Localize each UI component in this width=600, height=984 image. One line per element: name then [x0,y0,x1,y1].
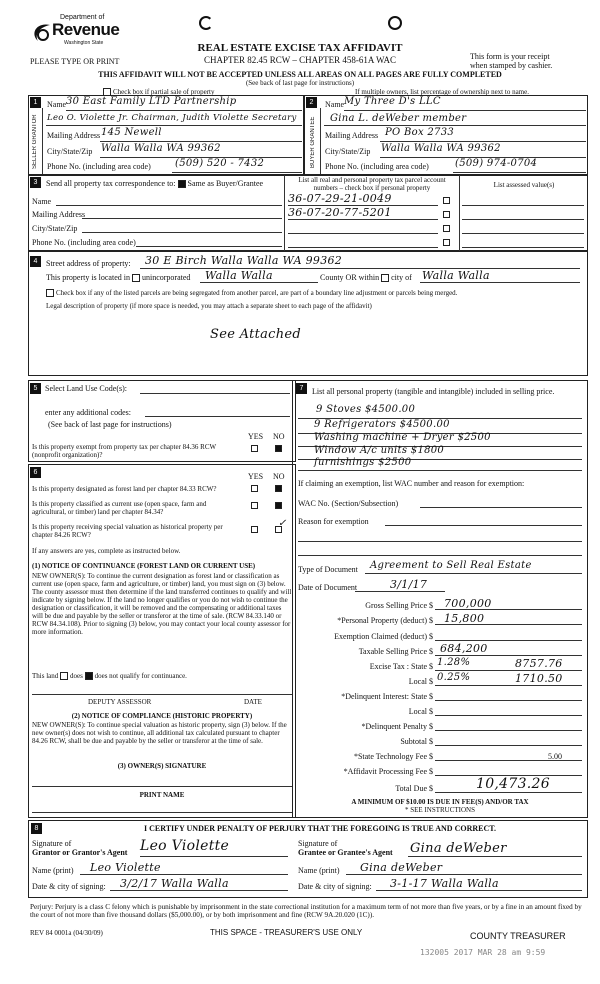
current-use-question: Is this property classified as current use (open space, farm and agricultural, or timber) land per chapter 84.34? [32,500,207,516]
grantee-name[interactable]: Gina deWeber [360,861,443,874]
total-due[interactable]: 10,473.26 [476,776,550,792]
parcel-personal-checkbox[interactable] [443,225,450,232]
local-tax-label: Local $ [408,677,433,686]
buyer-name[interactable]: My Three D's LLC [344,96,441,107]
no-header: NO [273,432,285,441]
forest-question: Is this property designated as forest land per chapter 84.33 RCW? [32,485,217,493]
subtotal-label: Subtotal $ [400,737,433,746]
grantor-name[interactable]: Leo Violette [90,861,161,874]
doc-type-label: Type of Document [298,565,358,574]
treasurer-space: THIS SPACE - TREASURER'S USE ONLY [210,928,363,937]
section-property [28,251,588,376]
unincorporated-checkbox[interactable] [132,274,140,282]
certification-text: I CERTIFY UNDER PENALTY OF PERJURY THAT THE FOREGOING IS TRUE AND CORRECT. [143,824,496,833]
buyer-name-2[interactable]: Gina L. deWeber member [330,113,467,124]
section-number: 3 [30,177,41,188]
del-interest-label: *Delinquent Interest: State $ [341,692,433,701]
section-number: 1 [30,97,41,108]
seller-address-label: Mailing Address [47,131,101,140]
exempt-yes-checkbox[interactable] [251,445,258,452]
checkmark-icon: ✓ [278,518,287,529]
exemption-deduct-label: Exemption Claimed (deduct) $ [334,632,433,641]
same-as-buyer-checkbox[interactable] [178,180,186,188]
notice-continuance-title: (1) NOTICE OF CONTINUANCE (FOREST LAND OR CURRENT USE) [32,562,256,570]
logo-sub: Washington State [64,40,104,46]
buyer-address-label: Mailing Address [325,131,379,140]
personal-property-item[interactable]: Washing machine + Dryer $2500 [314,432,491,443]
processing-fee-label: *Affidavit Processing Fee $ [343,767,433,776]
minimum-note: A MINIMUM OF $10.00 IS DUE IN FEE(S) AND/OR TAX [351,798,529,806]
buyer-address[interactable]: PO Box 2733 [385,127,455,138]
taxable-price[interactable]: 684,200 [440,642,488,655]
county-name[interactable]: Walla Walla [205,269,273,282]
deputy-date-label: DATE [244,698,262,706]
wac-label: WAC No. (Section/Subsection) [298,499,399,508]
yes-header: YES [248,432,264,441]
section-number: 5 [30,383,41,394]
assessed-header: List assessed value(s) [493,181,555,189]
logo-swoosh-icon [30,22,54,44]
grantee-signature[interactable]: Gina deWeber [410,841,507,856]
seller-phone[interactable]: (509) 520 - 7432 [175,158,265,169]
buyer-phone-label: Phone No. (including area code) [325,162,429,171]
buyer-city-label: City/State/Zip [325,147,371,156]
county-treasurer: COUNTY TREASURER [470,931,566,941]
multiple-owners-note: If multiple owners, list percentage of ownership next to name. [355,88,529,96]
partial-sale: Check box if partial sale of property [103,88,214,96]
logo-main: Revenue [52,20,120,39]
receipt-note: This form is your receipt when stamped by cashier. [470,52,553,70]
exempt-no-checkbox[interactable] [275,445,282,452]
gross-label: Gross Selling Price $ [365,601,433,610]
grantee-sig-label: Signature of Grantee or Grantee's Agent [298,839,393,857]
grantor-signature[interactable]: Leo Violette [140,838,230,854]
see-instructions: * SEE INSTRUCTIONS [404,806,475,814]
doc-date-label: Date of Document [298,583,358,592]
tech-fee: 5.00 [548,752,562,761]
form-warning: THIS AFFIDAVIT WILL NOT BE ACCEPTED UNLESS ALL AREAS ON ALL PAGES ARE FULLY COMPLETED [98,70,502,79]
corr-name-label: Name [32,197,52,206]
binder-hole-icon [388,16,402,30]
seller-address[interactable]: 145 Newell [101,127,162,138]
grantor-name-label: Name (print) [32,866,74,875]
section-number: 8 [31,823,42,834]
seller-side-label: SELLER GRANTOR [32,114,38,170]
personal-deduct-label: *Personal Property (deduct) $ [337,616,433,625]
seller-city[interactable]: Walla Walla WA 99362 [101,143,221,154]
doc-date[interactable]: 3/1/17 [390,578,428,591]
seller-name[interactable]: 30 East Family LTD Partnership [66,96,237,107]
logo-top: Department of [60,14,105,21]
tech-fee-label: *State Technology Fee $ [353,752,433,761]
seller-name-label: Name [47,100,67,109]
section-number: 6 [30,467,41,478]
taxable-label: Taxable Selling Price $ [358,647,433,656]
total-due-label: Total Due $ [395,784,433,793]
state-tax-label: Excise Tax : State $ [369,662,433,671]
print-name-label: PRINT NAME [139,791,185,799]
land-qualify: This land does does not qualify for continuance. [32,672,187,680]
grantee-date-city[interactable]: 3-1-17 Walla Walla [390,877,499,890]
personal-deduct[interactable]: 15,800 [444,612,485,625]
exempt-question: Is this property exempt from property tax per chapter 84.36 RCW (nonprofit organization)? [32,443,216,459]
buyer-city[interactable]: Walla Walla WA 99362 [381,143,501,154]
buyer-phone[interactable]: (509) 974-0704 [455,158,538,169]
buyer-side-label: BUYER GRANTEE [310,116,316,168]
located-label: This property is located in unincorporated [46,273,191,282]
notice-continuance-body: NEW OWNER(S): To continue the current designation as forest land or classification as current use (open space, farm and agriculture, or timber) land, you must sign on (3) below. The county assessor must then determine if the land transferred continues to qualify and will indicate by signing below. If the land no longer qualifies or you do not wish to continue the designation or classification, it will be removed and the compensating or additional taxes will be due and payable by the seller or transferor at the time of sale. (RCW 84.33.140 or RCW 84.34.108). Prior to signing (3) below, you may contact your local county assessor for more information. [32,572,292,636]
county-label: County OR within city of [320,273,412,282]
grantor-sig-label: Signature of Grantor or Grantor's Agent [32,839,128,857]
please-print: PLEASE TYPE OR PRINT [30,57,120,66]
historic-question: Is this property receiving special valuation as historical property per chapter 84.26 RCW? [32,523,223,539]
forest-no-checkbox[interactable] [275,485,282,492]
personal-property-item[interactable]: 9 Refrigerators $4500.00 [314,419,450,430]
form-chapter: CHAPTER 82.45 RCW – CHAPTER 458-61A WAC [204,55,396,65]
gross-price[interactable]: 700,000 [444,597,492,610]
segregation-checkbox[interactable] [46,289,54,297]
parcel-personal-checkbox[interactable] [443,211,450,218]
yes-header: YES [248,472,264,481]
corr-phone-label: Phone No. (including area code) [32,238,136,247]
perjury-notice: Perjury: Perjury is a class C felony which is punishable by imprisonment in the state correctional institution for a maximum term of not more than five years, or by a fine in an amount fixed by the court of not more than five thousand dollars ($5,000.00), or by both imprisonment and fine (RCW 9A.20.020 (1C)). [30,903,582,919]
parcel-number[interactable]: 36-07-29-21-0049 [288,192,392,205]
forest-yes-checkbox[interactable] [251,485,258,492]
parcel-personal-checkbox[interactable] [443,239,450,246]
grantee-date-label: Date & city of signing: [298,882,372,891]
notice-compliance-body: NEW OWNER(S): To continue special valuation as historic property, sign (3) below. If the new owner(s) does not wish to continue, all additional tax calculated pursuant to chapter 84.26 RCW, shall be due and payable by the seller or transferor at the time of sale. [32,721,287,745]
does-checkbox[interactable] [60,672,68,680]
grantor-date-label: Date & city of signing: [32,882,106,891]
corr-city-label: City/State/Zip [32,224,78,233]
del-penalty-label: *Delinquent Penalty $ [361,722,433,731]
parcel-personal-checkbox[interactable] [443,197,450,204]
local-tax-rate[interactable]: 0.25% [437,672,471,683]
local-tax[interactable]: 1710.50 [515,672,563,685]
binder-hole-icon [199,16,213,30]
land-use-label: Select Land Use Code(s): [45,384,127,393]
does-not-checkbox[interactable] [85,672,93,680]
corr-address-label: Mailing Address [32,210,86,219]
state-tax[interactable]: 8757.76 [515,657,563,670]
if-yes-note: If any answers are yes, complete as instructed below. [32,547,181,555]
personal-property-item[interactable]: 9 Stoves $4500.00 [316,404,416,415]
seller-city-label: City/State/Zip [47,147,93,156]
del-local-label: Local $ [408,707,433,716]
additional-codes-label: enter any additional codes: [45,408,131,417]
section-number: 4 [30,256,41,267]
parcels-header: List all real and personal property tax parcel account numbers – check box if personal property [298,176,446,192]
no-header: NO [273,472,285,481]
notice-compliance-title: (2) NOTICE OF COMPLIANCE (HISTORIC PROPERTY) [71,712,253,720]
reason-label: Reason for exemption [298,517,369,526]
grantee-name-label: Name (print) [298,866,340,875]
buyer-name-label: Name [325,100,345,109]
parcel-number[interactable]: 36-07-20-77-5201 [288,206,392,219]
legal-label: Legal description of property (if more space is needed, you may attach a separate sheet to each page of the affidavit) [46,302,372,310]
form-instructions: (See back of last page for instructions) [245,79,355,87]
owner-signature-label: (3) OWNER(S) SIGNATURE [117,762,207,770]
current-use-no-checkbox[interactable] [275,502,282,509]
section-number: 2 [306,97,317,108]
segregation-text: Check box if any of the listed parcels are being segregated from another parcel, are part of a boundary line adjustment or parcels being merged. [46,289,457,297]
city-name[interactable]: Walla Walla [422,269,490,282]
agency-logo [30,14,125,54]
grantor-date-city[interactable]: 3/2/17 Walla Walla [120,877,229,890]
correspondence-label: Send all property tax correspondence to: Same as Buyer/Grantee [46,179,264,188]
form-number: REV 84 0001a (04/30/09) [30,929,103,937]
seller-phone-label: Phone No. (including area code) [47,162,151,171]
form-title: REAL ESTATE EXCISE TAX AFFIDAVIT [197,42,403,54]
received-stamp: 132005 2017 MAR 28 am 9:59 [420,948,546,957]
personal-property-item[interactable]: Window A/c units $1800 [314,445,445,456]
doc-type[interactable]: Agreement to Sell Real Estate [370,560,532,571]
historic-yes-checkbox[interactable] [251,526,258,533]
state-tax-rate[interactable]: 1.28% [437,657,471,668]
exemption-claim-label: If claiming an exemption, list WAC number and reason for exemption: [298,479,525,488]
deputy-assessor-label: DEPUTY ASSESSOR [88,698,152,706]
personal-property-item[interactable]: furnishings $2500 [314,457,412,468]
section-number: 7 [296,383,307,394]
legal-description[interactable]: See Attached [210,327,302,342]
personal-property-label: List all personal property (tangible and intangible) included in selling price. [312,387,555,396]
seller-name-2[interactable]: Leo O. Violette Jr. Chairman, Judith Violette Secretary [47,113,297,123]
see-back: (See back of last page for instructions) [48,420,172,429]
current-use-yes-checkbox[interactable] [251,502,258,509]
street-address[interactable]: 30 E Birch Walla Walla WA 99362 [145,254,343,267]
street-label: Street address of property: [46,259,131,268]
within-city-checkbox[interactable] [381,274,389,282]
